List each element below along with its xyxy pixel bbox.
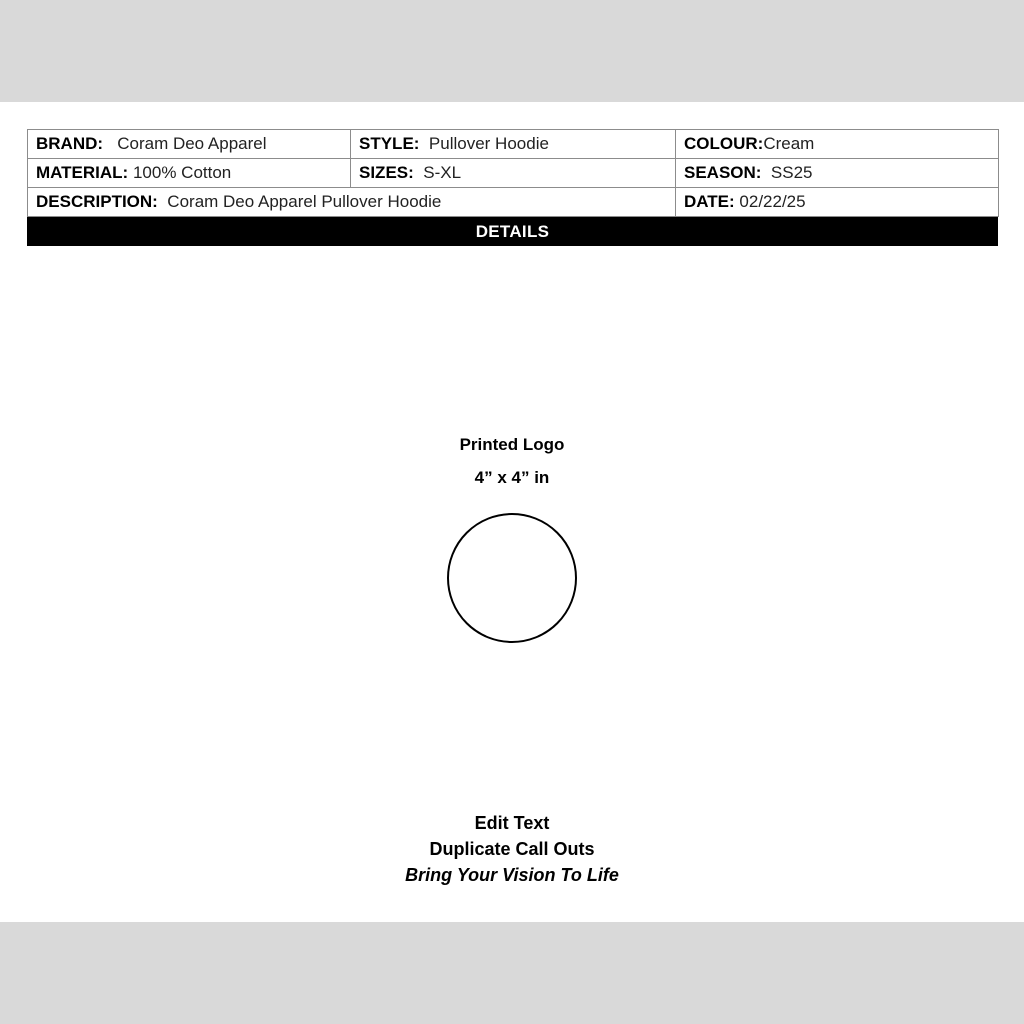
description-label: DESCRIPTION: (36, 192, 158, 211)
colour-cell (676, 130, 999, 159)
style-label: STYLE: (359, 134, 420, 153)
brand-value: Coram Deo Apparel (117, 134, 267, 153)
material-label: MATERIAL: (36, 163, 129, 182)
sizes-value: S-XL (423, 163, 462, 182)
tech-pack-sheet (0, 102, 1024, 922)
spec-row-1 (28, 130, 999, 159)
details-header: DETAILS (27, 217, 998, 246)
material-value: 100% Cotton (132, 163, 232, 182)
brand-cell (28, 130, 351, 159)
date-cell (676, 188, 999, 217)
callout-size: 4” x 4” in (474, 468, 550, 487)
date-value: 02/22/25 (739, 192, 806, 211)
colour-label: COLOUR: (684, 134, 764, 153)
material-cell (28, 159, 351, 188)
sizes-label: SIZES: (359, 163, 414, 182)
sizes-cell (351, 159, 676, 188)
season-value: SS25 (770, 163, 813, 182)
description-cell (28, 188, 676, 217)
brand-label: BRAND: (36, 134, 104, 153)
spec-row-2 (28, 159, 999, 188)
date-label: DATE: (684, 192, 735, 211)
footer-edit-text: Edit Text (474, 813, 550, 833)
style-value: Pullover Hoodie (428, 134, 549, 153)
description-value: Coram Deo Apparel Pullover Hoodie (167, 192, 442, 211)
season-label: SEASON: (684, 163, 762, 182)
logo-placeholder-circle[interactable] (447, 513, 577, 643)
footer-tagline: Bring Your Vision To Life (405, 865, 619, 885)
callout-title: Printed Logo (459, 435, 565, 454)
footer-duplicate-callouts: Duplicate Call Outs (429, 839, 595, 859)
spec-table (27, 129, 999, 217)
colour-value: Cream (763, 134, 815, 153)
spec-row-3 (28, 188, 999, 217)
season-cell (676, 159, 999, 188)
style-cell (351, 130, 676, 159)
